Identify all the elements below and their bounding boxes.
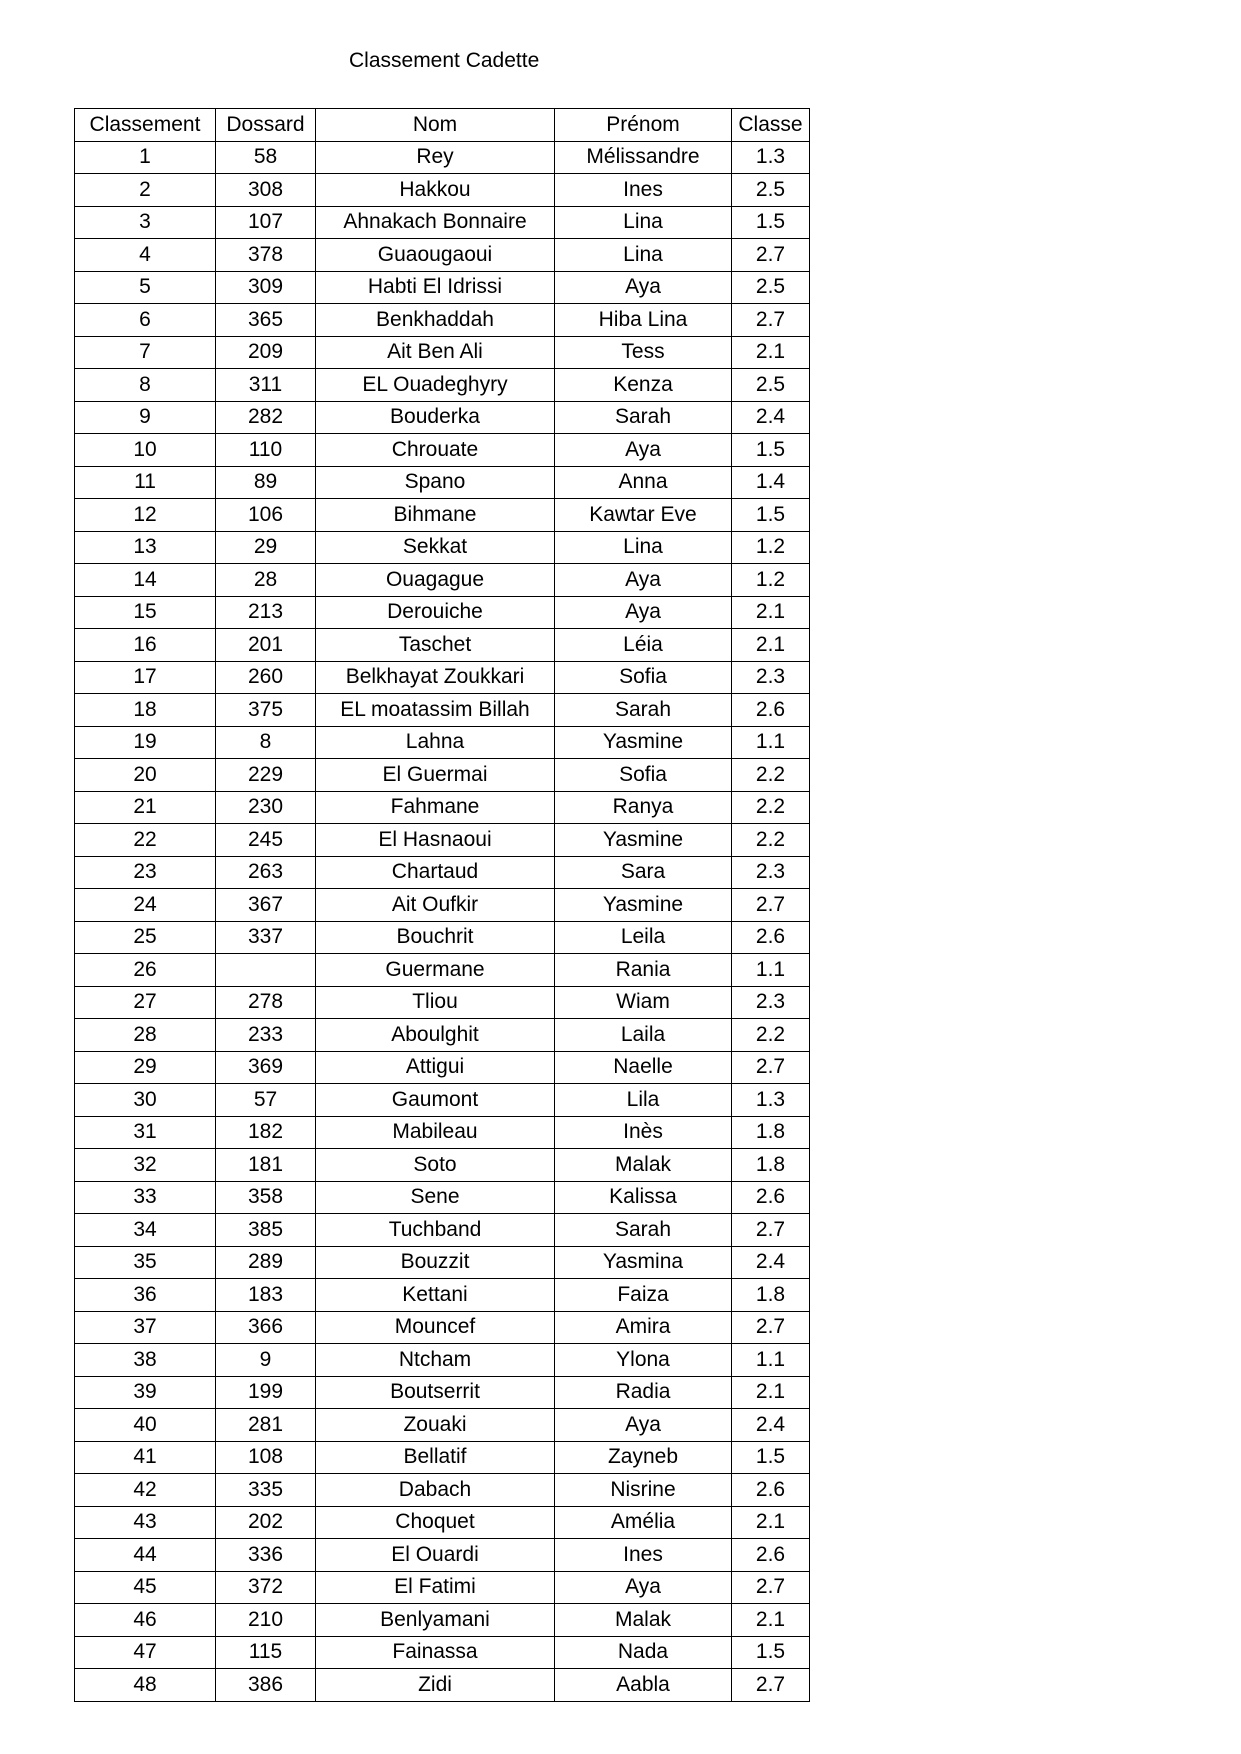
table-row (75, 1116, 810, 1149)
cell-classe: 1.5 (732, 499, 810, 532)
cell-classe: 1.5 (732, 434, 810, 467)
cell-prenom: Hiba Lina (555, 304, 732, 337)
cell-classement: 46 (75, 1604, 216, 1637)
cell-dossard: 311 (216, 369, 316, 402)
table-header-row (75, 109, 810, 142)
cell-classe: 2.3 (732, 661, 810, 694)
cell-nom: El Fatimi (316, 1571, 555, 1604)
table-row (75, 1636, 810, 1669)
cell-prenom: Ylona (555, 1344, 732, 1377)
cell-nom: Mabileau (316, 1116, 555, 1149)
cell-classe: 1.3 (732, 1084, 810, 1117)
cell-dossard: 337 (216, 921, 316, 954)
table-row (75, 499, 810, 532)
cell-dossard: 263 (216, 856, 316, 889)
cell-prenom: Amira (555, 1311, 732, 1344)
cell-classement: 14 (75, 564, 216, 597)
cell-prenom: Yasmine (555, 726, 732, 759)
table-row (75, 1149, 810, 1182)
cell-dossard: 108 (216, 1441, 316, 1474)
cell-classement: 1 (75, 141, 216, 174)
cell-nom: Spano (316, 466, 555, 499)
cell-dossard: 260 (216, 661, 316, 694)
cell-classe: 2.7 (732, 889, 810, 922)
cell-nom: Bouchrit (316, 921, 555, 954)
cell-classement: 9 (75, 401, 216, 434)
cell-classe: 2.6 (732, 694, 810, 727)
header-classe: Classe (732, 109, 810, 142)
cell-classement: 45 (75, 1571, 216, 1604)
cell-dossard: 213 (216, 596, 316, 629)
cell-nom: Benkhaddah (316, 304, 555, 337)
table-row (75, 1441, 810, 1474)
cell-classement: 3 (75, 206, 216, 239)
cell-classe: 1.5 (732, 1441, 810, 1474)
cell-classement: 22 (75, 824, 216, 857)
cell-classe: 2.7 (732, 304, 810, 337)
table-row (75, 954, 810, 987)
cell-prenom: Aabla (555, 1669, 732, 1702)
cell-dossard: 233 (216, 1019, 316, 1052)
table-row (75, 304, 810, 337)
cell-nom: Guermane (316, 954, 555, 987)
cell-nom: Bellatif (316, 1441, 555, 1474)
cell-nom: Taschet (316, 629, 555, 662)
cell-classement: 38 (75, 1344, 216, 1377)
cell-prenom: Amélia (555, 1506, 732, 1539)
cell-classement: 11 (75, 466, 216, 499)
cell-classement: 19 (75, 726, 216, 759)
cell-dossard: 89 (216, 466, 316, 499)
cell-dossard: 366 (216, 1311, 316, 1344)
cell-dossard: 229 (216, 759, 316, 792)
table-row (75, 629, 810, 662)
cell-dossard: 199 (216, 1376, 316, 1409)
cell-classement: 28 (75, 1019, 216, 1052)
cell-classement: 16 (75, 629, 216, 662)
cell-classe: 1.8 (732, 1279, 810, 1312)
cell-classe: 2.2 (732, 1019, 810, 1052)
cell-classe: 1.2 (732, 531, 810, 564)
cell-classe: 2.1 (732, 1506, 810, 1539)
cell-classe: 2.7 (732, 1669, 810, 1702)
table-row (75, 759, 810, 792)
cell-prenom: Aya (555, 1409, 732, 1442)
cell-prenom: Faiza (555, 1279, 732, 1312)
cell-dossard: 182 (216, 1116, 316, 1149)
table-row (75, 1214, 810, 1247)
cell-nom: Gaumont (316, 1084, 555, 1117)
cell-prenom: Inès (555, 1116, 732, 1149)
cell-nom: Zouaki (316, 1409, 555, 1442)
cell-dossard: 245 (216, 824, 316, 857)
cell-nom: Dabach (316, 1474, 555, 1507)
cell-prenom: Lina (555, 239, 732, 272)
cell-prenom: Yasmine (555, 824, 732, 857)
cell-classement: 20 (75, 759, 216, 792)
cell-prenom: Malak (555, 1149, 732, 1182)
cell-nom: Rey (316, 141, 555, 174)
cell-classe: 2.4 (732, 1409, 810, 1442)
cell-prenom: Léia (555, 629, 732, 662)
cell-nom: Boutserrit (316, 1376, 555, 1409)
cell-prenom: Rania (555, 954, 732, 987)
cell-classe: 1.3 (732, 141, 810, 174)
cell-classe: 2.6 (732, 1181, 810, 1214)
cell-nom: Chrouate (316, 434, 555, 467)
table-row (75, 986, 810, 1019)
cell-classement: 30 (75, 1084, 216, 1117)
cell-prenom: Sofia (555, 661, 732, 694)
cell-classement: 35 (75, 1246, 216, 1279)
cell-prenom: Sarah (555, 694, 732, 727)
cell-prenom: Radia (555, 1376, 732, 1409)
cell-nom: Habti El Idrissi (316, 271, 555, 304)
cell-classement: 13 (75, 531, 216, 564)
cell-classement: 27 (75, 986, 216, 1019)
table-row (75, 466, 810, 499)
cell-prenom: Kalissa (555, 1181, 732, 1214)
cell-dossard: 115 (216, 1636, 316, 1669)
cell-nom: Bihmane (316, 499, 555, 532)
cell-classement: 26 (75, 954, 216, 987)
cell-dossard: 372 (216, 1571, 316, 1604)
cell-dossard: 335 (216, 1474, 316, 1507)
cell-prenom: Sarah (555, 1214, 732, 1247)
cell-prenom: Wiam (555, 986, 732, 1019)
cell-nom: Ntcham (316, 1344, 555, 1377)
cell-classement: 21 (75, 791, 216, 824)
cell-classe: 2.2 (732, 791, 810, 824)
cell-prenom: Aya (555, 1571, 732, 1604)
cell-classement: 25 (75, 921, 216, 954)
cell-classement: 36 (75, 1279, 216, 1312)
cell-classe: 2.7 (732, 1571, 810, 1604)
cell-classement: 31 (75, 1116, 216, 1149)
cell-prenom: Yasmina (555, 1246, 732, 1279)
cell-prenom: Yasmine (555, 889, 732, 922)
cell-prenom: Nada (555, 1636, 732, 1669)
cell-classe: 2.7 (732, 1311, 810, 1344)
table-row (75, 531, 810, 564)
cell-classe: 2.7 (732, 239, 810, 272)
cell-prenom: Lina (555, 531, 732, 564)
cell-dossard: 210 (216, 1604, 316, 1637)
cell-nom: Soto (316, 1149, 555, 1182)
cell-classe: 2.2 (732, 759, 810, 792)
cell-classe: 2.7 (732, 1051, 810, 1084)
cell-prenom: Kenza (555, 369, 732, 402)
cell-prenom: Lila (555, 1084, 732, 1117)
cell-prenom: Ines (555, 174, 732, 207)
cell-prenom: Lina (555, 206, 732, 239)
cell-nom: Zidi (316, 1669, 555, 1702)
cell-classement: 18 (75, 694, 216, 727)
cell-nom: EL Ouadeghyry (316, 369, 555, 402)
cell-classe: 2.1 (732, 336, 810, 369)
cell-nom: Derouiche (316, 596, 555, 629)
cell-nom: Ait Ben Ali (316, 336, 555, 369)
cell-dossard: 28 (216, 564, 316, 597)
cell-nom: Guaougaoui (316, 239, 555, 272)
cell-nom: Kettani (316, 1279, 555, 1312)
cell-prenom: Aya (555, 564, 732, 597)
cell-classement: 48 (75, 1669, 216, 1702)
cell-dossard: 378 (216, 239, 316, 272)
cell-nom: Sekkat (316, 531, 555, 564)
cell-classe: 2.5 (732, 369, 810, 402)
cell-classe: 2.4 (732, 401, 810, 434)
cell-nom: Ahnakach Bonnaire (316, 206, 555, 239)
header-prenom: Prénom (555, 109, 732, 142)
cell-dossard: 8 (216, 726, 316, 759)
cell-nom: Tliou (316, 986, 555, 1019)
cell-dossard: 230 (216, 791, 316, 824)
header-dossard: Dossard (216, 109, 316, 142)
cell-nom: Belkhayat Zoukkari (316, 661, 555, 694)
table-row (75, 1084, 810, 1117)
cell-classe: 1.2 (732, 564, 810, 597)
cell-prenom: Aya (555, 271, 732, 304)
cell-dossard: 385 (216, 1214, 316, 1247)
table-row (75, 596, 810, 629)
table-row (75, 336, 810, 369)
cell-nom: El Ouardi (316, 1539, 555, 1572)
cell-classe: 2.1 (732, 1604, 810, 1637)
cell-dossard: 58 (216, 141, 316, 174)
cell-dossard: 181 (216, 1149, 316, 1182)
header-nom: Nom (316, 109, 555, 142)
cell-classement: 33 (75, 1181, 216, 1214)
cell-dossard: 106 (216, 499, 316, 532)
cell-prenom: Aya (555, 434, 732, 467)
cell-dossard: 386 (216, 1669, 316, 1702)
cell-dossard: 336 (216, 1539, 316, 1572)
document-title: Classement Cadette (349, 49, 540, 72)
cell-classement: 41 (75, 1441, 216, 1474)
cell-prenom: Anna (555, 466, 732, 499)
cell-classe: 2.6 (732, 1539, 810, 1572)
cell-nom: Attigui (316, 1051, 555, 1084)
cell-classement: 29 (75, 1051, 216, 1084)
cell-classement: 40 (75, 1409, 216, 1442)
table-row (75, 1474, 810, 1507)
cell-classement: 23 (75, 856, 216, 889)
cell-prenom: Sara (555, 856, 732, 889)
cell-prenom: Laila (555, 1019, 732, 1052)
cell-classement: 10 (75, 434, 216, 467)
header-classement: Classement (75, 109, 216, 142)
table-row (75, 1409, 810, 1442)
table-row (75, 726, 810, 759)
cell-dossard: 282 (216, 401, 316, 434)
cell-nom: Tuchband (316, 1214, 555, 1247)
cell-classe: 2.5 (732, 271, 810, 304)
cell-nom: Chartaud (316, 856, 555, 889)
cell-nom: El Hasnaoui (316, 824, 555, 857)
cell-prenom: Kawtar Eve (555, 499, 732, 532)
table-row (75, 401, 810, 434)
table-row (75, 1181, 810, 1214)
cell-classement: 5 (75, 271, 216, 304)
cell-prenom: Malak (555, 1604, 732, 1637)
cell-dossard: 107 (216, 206, 316, 239)
table-row (75, 824, 810, 857)
table-row (75, 369, 810, 402)
cell-dossard: 281 (216, 1409, 316, 1442)
cell-classe: 1.5 (732, 206, 810, 239)
table-row (75, 1669, 810, 1702)
table-row (75, 141, 810, 174)
cell-classe: 1.1 (732, 726, 810, 759)
cell-dossard (216, 954, 316, 987)
cell-prenom: Sarah (555, 401, 732, 434)
table-row (75, 1246, 810, 1279)
cell-classe: 2.5 (732, 174, 810, 207)
cell-classe: 2.7 (732, 1214, 810, 1247)
cell-prenom: Ines (555, 1539, 732, 1572)
table-row (75, 1279, 810, 1312)
cell-classement: 32 (75, 1149, 216, 1182)
table-row (75, 1604, 810, 1637)
cell-nom: Bouzzit (316, 1246, 555, 1279)
table-row (75, 564, 810, 597)
cell-classe: 1.8 (732, 1116, 810, 1149)
cell-dossard: 9 (216, 1344, 316, 1377)
cell-nom: Ait Oufkir (316, 889, 555, 922)
table-row (75, 1571, 810, 1604)
cell-classe: 2.3 (732, 986, 810, 1019)
cell-nom: Fahmane (316, 791, 555, 824)
cell-classement: 24 (75, 889, 216, 922)
table-row (75, 791, 810, 824)
cell-dossard: 367 (216, 889, 316, 922)
cell-nom: Hakkou (316, 174, 555, 207)
cell-classe: 2.2 (732, 824, 810, 857)
cell-classe: 2.6 (732, 1474, 810, 1507)
cell-prenom: Naelle (555, 1051, 732, 1084)
cell-classe: 1.1 (732, 954, 810, 987)
cell-dossard: 365 (216, 304, 316, 337)
cell-nom: Mouncef (316, 1311, 555, 1344)
table-row (75, 1019, 810, 1052)
cell-nom: Benlyamani (316, 1604, 555, 1637)
cell-prenom: Nisrine (555, 1474, 732, 1507)
cell-dossard: 278 (216, 986, 316, 1019)
cell-classement: 6 (75, 304, 216, 337)
table-body (75, 141, 810, 1701)
cell-nom: Choquet (316, 1506, 555, 1539)
table-row (75, 889, 810, 922)
cell-prenom: Leila (555, 921, 732, 954)
cell-prenom: Tess (555, 336, 732, 369)
cell-nom: El Guermai (316, 759, 555, 792)
cell-dossard: 202 (216, 1506, 316, 1539)
cell-dossard: 201 (216, 629, 316, 662)
cell-prenom: Ranya (555, 791, 732, 824)
cell-dossard: 369 (216, 1051, 316, 1084)
cell-dossard: 183 (216, 1279, 316, 1312)
cell-classe: 2.4 (732, 1246, 810, 1279)
table-row (75, 1539, 810, 1572)
ranking-table (74, 108, 810, 1702)
table-row (75, 206, 810, 239)
cell-prenom: Mélissandre (555, 141, 732, 174)
cell-nom: Fainassa (316, 1636, 555, 1669)
table-row (75, 661, 810, 694)
cell-classement: 12 (75, 499, 216, 532)
table-row (75, 694, 810, 727)
table-row (75, 1506, 810, 1539)
cell-classement: 39 (75, 1376, 216, 1409)
table-row (75, 1051, 810, 1084)
cell-nom: Aboulghit (316, 1019, 555, 1052)
table-row (75, 1344, 810, 1377)
cell-classe: 1.5 (732, 1636, 810, 1669)
cell-classement: 4 (75, 239, 216, 272)
cell-nom: Ouagague (316, 564, 555, 597)
cell-classement: 34 (75, 1214, 216, 1247)
cell-classement: 37 (75, 1311, 216, 1344)
cell-prenom: Zayneb (555, 1441, 732, 1474)
cell-dossard: 110 (216, 434, 316, 467)
table-row (75, 174, 810, 207)
cell-classement: 43 (75, 1506, 216, 1539)
cell-dossard: 209 (216, 336, 316, 369)
cell-nom: EL moatassim Billah (316, 694, 555, 727)
table-row (75, 921, 810, 954)
cell-classe: 2.3 (732, 856, 810, 889)
cell-classement: 17 (75, 661, 216, 694)
cell-classement: 8 (75, 369, 216, 402)
cell-classe: 1.4 (732, 466, 810, 499)
cell-classement: 42 (75, 1474, 216, 1507)
cell-classement: 2 (75, 174, 216, 207)
cell-classement: 47 (75, 1636, 216, 1669)
table-row (75, 856, 810, 889)
cell-classe: 2.6 (732, 921, 810, 954)
cell-prenom: Sofia (555, 759, 732, 792)
table-row (75, 434, 810, 467)
table-row (75, 1311, 810, 1344)
cell-classement: 7 (75, 336, 216, 369)
cell-classe: 1.1 (732, 1344, 810, 1377)
table-row (75, 239, 810, 272)
table-row (75, 271, 810, 304)
cell-dossard: 308 (216, 174, 316, 207)
cell-dossard: 375 (216, 694, 316, 727)
cell-dossard: 289 (216, 1246, 316, 1279)
cell-classement: 44 (75, 1539, 216, 1572)
cell-dossard: 29 (216, 531, 316, 564)
cell-dossard: 309 (216, 271, 316, 304)
cell-dossard: 57 (216, 1084, 316, 1117)
cell-classe: 2.1 (732, 1376, 810, 1409)
cell-nom: Bouderka (316, 401, 555, 434)
cell-classe: 1.8 (732, 1149, 810, 1182)
cell-classe: 2.1 (732, 629, 810, 662)
cell-nom: Sene (316, 1181, 555, 1214)
cell-prenom: Aya (555, 596, 732, 629)
cell-dossard: 358 (216, 1181, 316, 1214)
cell-nom: Lahna (316, 726, 555, 759)
table-row (75, 1376, 810, 1409)
cell-classe: 2.1 (732, 596, 810, 629)
cell-classement: 15 (75, 596, 216, 629)
